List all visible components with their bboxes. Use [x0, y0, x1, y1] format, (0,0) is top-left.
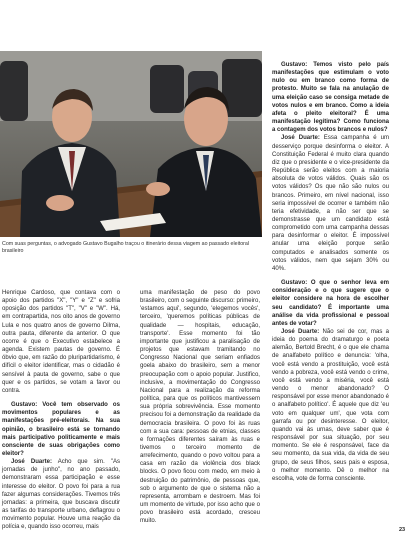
speaker-name: José Duarte: — [281, 329, 320, 335]
interview-question: Gustavo: Temos visto pelo país manifestações que estimulam o voto nulo ou em branco como forma de protesto. Muito se fala na anulação de uma eleição caso se consiga metade de votos nulos e em branco. Como a ideia afeta o pleito eleitoral? É uma manifestação legítima? Como funciona a contagem dos votos brancos e nulos? — [272, 62, 389, 134]
answer-text: Acho que sim. "As jornadas de junho", no ano passado, demonstraram essa participação e esse interesse do eleitor. O povo foi para a rua fazer algumas considerações. Tivemos três jornadas: a primeira, que buscava discutir as tarifas do transporte urbano, deflagrou o movimento popular. Houve uma reação da polícia e, quando isso ocorreu, mais — [2, 459, 120, 531]
interview-question: Gustavo: Você tem observado os movimentos populares e as manifestações pré-eleitorais. Na sua opinião, o brasileiro está se tornando mais participativo politicamente e mais consciente de suas obrigações como eleitor? — [2, 402, 120, 457]
interview-answer — [272, 134, 389, 273]
text-column-3 — [272, 61, 389, 483]
interview-answer — [2, 458, 120, 531]
paragraph: uma manifestação de peso do povo brasileiro, com o seguinte discurso: primeiro, 'estamos aqui', segundo, 'elegemos vocês', terceiro, 'queremos políticas públicas de qualidade — hospitais, educação, transporte'. Esse momento foi tão importante que justificou a paralisação de projetos que estavam tramitando no Congresso Nacional que seriam enfiados goela abaixo do brasileiro, sem a menor preocupação com o apoio popular. Justifico, inclusive, a movimentação do Congresso Nacional para a realização da reforma política, para que os políticos mantivessem sua própria sobrevivência. Esse momento precisou foi a demonstração da realidade da democracia brasileira. O povo foi às ruas com a sua cara: pessoas de etnias, classes e formações diferentes saíram às ruas e tivemos o terceiro momento de arrefecimento, quando o povo voltou para a casa em razão da violência dos black blocks. O povo ficou com medo, em meio à destruição do patrimônio, de pessoas que, sob o argumento de que o sistema não a representa, arrombam e destroem. Mas foi um momento de virtude, por isso acho que o povo brasileiro está acordado, cresceu muito. — [140, 290, 260, 525]
photo-caption: Com suas perguntas, o advogado Gustavo Bugalho traçou o itinerário dessa viagem ao passado eleitoral brasileiro — [2, 241, 250, 254]
answer-text: Não sei de cor, mas a ideia do poema do dramaturgo e poeta alemão, Bertold Brecht, é o que ele chama de analfabeto político e denuncia: 'olha, você está vendo a prostituição, você está vendo a pobreza, você está vendo o crime, você está vendo a miséria, você está vendo o menor abandonado? O responsável por esse menor abandonado é o analfabeto político'. É aquele que diz 'eu voto em qualquer um', que vota com garrafa ou por desinteresse. O eleitor, quando vai às urnas, deve saber que é responsável por sua situação, por seu momento. Se ele é responsável, face da seu momento, da sua vida, da vida de seu grupo, de seus filhos, seus pais e esposa, o melhor momento. Dê o melhor na escolha, vote de forma consciente. — [272, 329, 389, 482]
speaker-name: José Duarte: — [11, 459, 52, 466]
answer-text: Essa campanha é um desserviço porque desinforma o eleitor. A Constituição Federal é muito clara quando diz que o presidente e o vice-presidente da República serão eleitos com a maioria absoluta de votos válidos. Quais são os votos válidos? Os que não são nulos ou brancos. Primeiro, em nível nacional, isso seria impossível de ocorrer e também não teria efetividade, a não ser que se demonstrasse que um candidato está comprometido com uma campanha dessas para desinformar o eleitor. É impossível anular uma eleição porque serão computados e analisados somente os votos válidos, nem que sejam 30% ou 40%. — [272, 135, 389, 272]
interview-question: Gustavo: O que o senhor leva em consideração e o que sugere que o eleitor considere na hora de escolher seu candidato? É importante uma análise da vida profissional e pessoal antes de votar? — [272, 280, 389, 327]
text-column-1 — [2, 289, 120, 532]
text-column-2 — [140, 289, 260, 526]
paragraph: Henrique Cardoso, que contava com o apoio dos partidos "X", "Y" e "Z" e sofria oposição dos partidos "T", "V" e "W". Há, em contrapartida, nos oito anos de governo Lula e nos quatro anos de governo Dilma, outra pauta, diferente da anterior. O que ocorre é que o Executivo estabelece a agenda. Existem pautas de governo. É óbvio que, em razão do pluripartidarismo, é difícil o eleitor identificar, mas o cidadão é sensível à pauta de governo, sabe o que quer e os partidos, se votam a favor ou contra. — [2, 290, 120, 394]
interview-photo — [0, 51, 262, 237]
photo-icon — [0, 51, 262, 237]
speaker-name: José Duarte: — [281, 135, 320, 142]
page-number: 23 — [398, 527, 406, 533]
interview-answer — [272, 328, 389, 483]
